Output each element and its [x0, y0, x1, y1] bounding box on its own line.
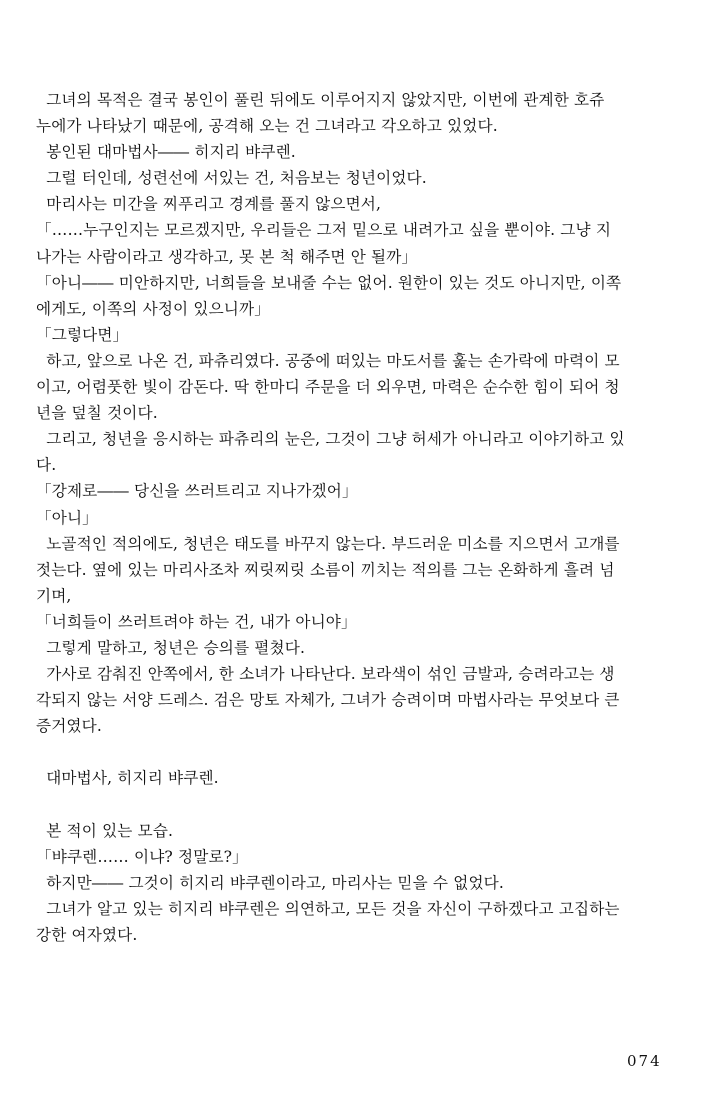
text-line: 기며,: [36, 586, 72, 605]
text-line: 대마법사, 히지리 뱌쿠렌.: [36, 769, 219, 788]
text-line: 그리고, 청년을 응시하는 파츄리의 눈은, 그것이 그냥 허세가 아니라고 이야기하고 있: [36, 430, 625, 449]
text-line: 나가는 사람이라고 생각하고, 못 본 척 해주면 안 될까」: [36, 247, 418, 266]
text-line: 「뱌쿠렌…… 이냐? 정말로?」: [36, 847, 248, 866]
text-line: 본 적이 있는 모습.: [36, 821, 174, 840]
text-line: 년을 덮칠 것이다.: [36, 404, 158, 423]
body-text: [36, 87, 696, 948]
text-line: 가사로 감춰진 안쪽에서, 한 소녀가 나타난다. 보라색이 섞인 금발과, 승려라고는 생: [36, 665, 615, 684]
text-line: 마리사는 미간을 찌푸리고 경계를 풀지 않으면서,: [36, 195, 382, 214]
blank-line: [36, 739, 696, 765]
text-line: 누에가 나타났기 때문에, 공격해 오는 건 그녀라고 각오하고 있었다.: [36, 117, 498, 136]
text-line: 그럴 터인데, 성련선에 서있는 건, 처음보는 청년이었다.: [36, 169, 427, 188]
text-line: 「……누구인지는 모르겠지만, 우리들은 그저 밑으로 내려가고 싶을 뿐이야. 그냥 지: [36, 221, 612, 240]
page-number: 074: [627, 1052, 662, 1070]
text-line: 그녀가 알고 있는 히지리 뱌쿠렌은 의연하고, 모든 것을 자신이 구하겠다고 고집하는: [36, 899, 620, 918]
text-line: 「아니」: [36, 508, 98, 527]
text-line: 강한 여자였다.: [36, 926, 138, 944]
text-line: 증거였다.: [36, 717, 102, 736]
text-line: 에게도, 이쪽의 사정이 있으니까」: [36, 299, 270, 318]
text-line: 다.: [36, 456, 57, 475]
text-line: 그녀의 목적은 결국 봉인이 풀린 뒤에도 이루어지지 않았지만, 이번에 관계한 호쥬: [36, 91, 605, 109]
text-line: 봉인된 대마법사―― 히지리 뱌쿠렌.: [36, 143, 296, 162]
text-line: 「강제로―― 당신을 쓰러트리고 지나가겠어」: [36, 482, 358, 501]
blank-line: [36, 792, 696, 818]
text-line: 노골적인 적의에도, 청년은 태도를 바꾸지 않는다. 부드러운 미소를 지으면서 고개를: [36, 534, 620, 553]
text-line: 「그렇다면」: [36, 325, 129, 344]
text-line: 「너희들이 쓰러트려야 하는 건, 내가 아니야」: [36, 612, 357, 631]
text-line: 하지만―― 그것이 히지리 뱌쿠렌이라고, 마리사는 믿을 수 없었다.: [36, 873, 505, 892]
text-line: 각되지 않는 서양 드레스. 검은 망토 자체가, 그녀가 승려이며 마법사라는 무엇보다 큰: [36, 691, 620, 710]
text-line: 하고, 앞으로 나온 건, 파츄리였다. 공중에 떠있는 마도서를 훑는 손가락에 마력이 모: [36, 351, 620, 370]
text-line: 이고, 어렴풋한 빛이 감돈다. 딱 한마디 주문을 더 외우면, 마력은 순수한 힘이 되어 청: [36, 378, 620, 397]
text-line: 「아니―― 미안하지만, 너희들을 보내줄 수는 없어. 원한이 있는 것도 아니지만, 이쪽: [36, 273, 622, 292]
text-line: 젓는다. 옆에 있는 마리사조차 찌릿찌릿 소름이 끼치는 적의를 그는 온화하게 흘려 넘: [36, 560, 615, 579]
text-line: 그렇게 말하고, 청년은 승의를 펼쳤다.: [36, 638, 306, 657]
